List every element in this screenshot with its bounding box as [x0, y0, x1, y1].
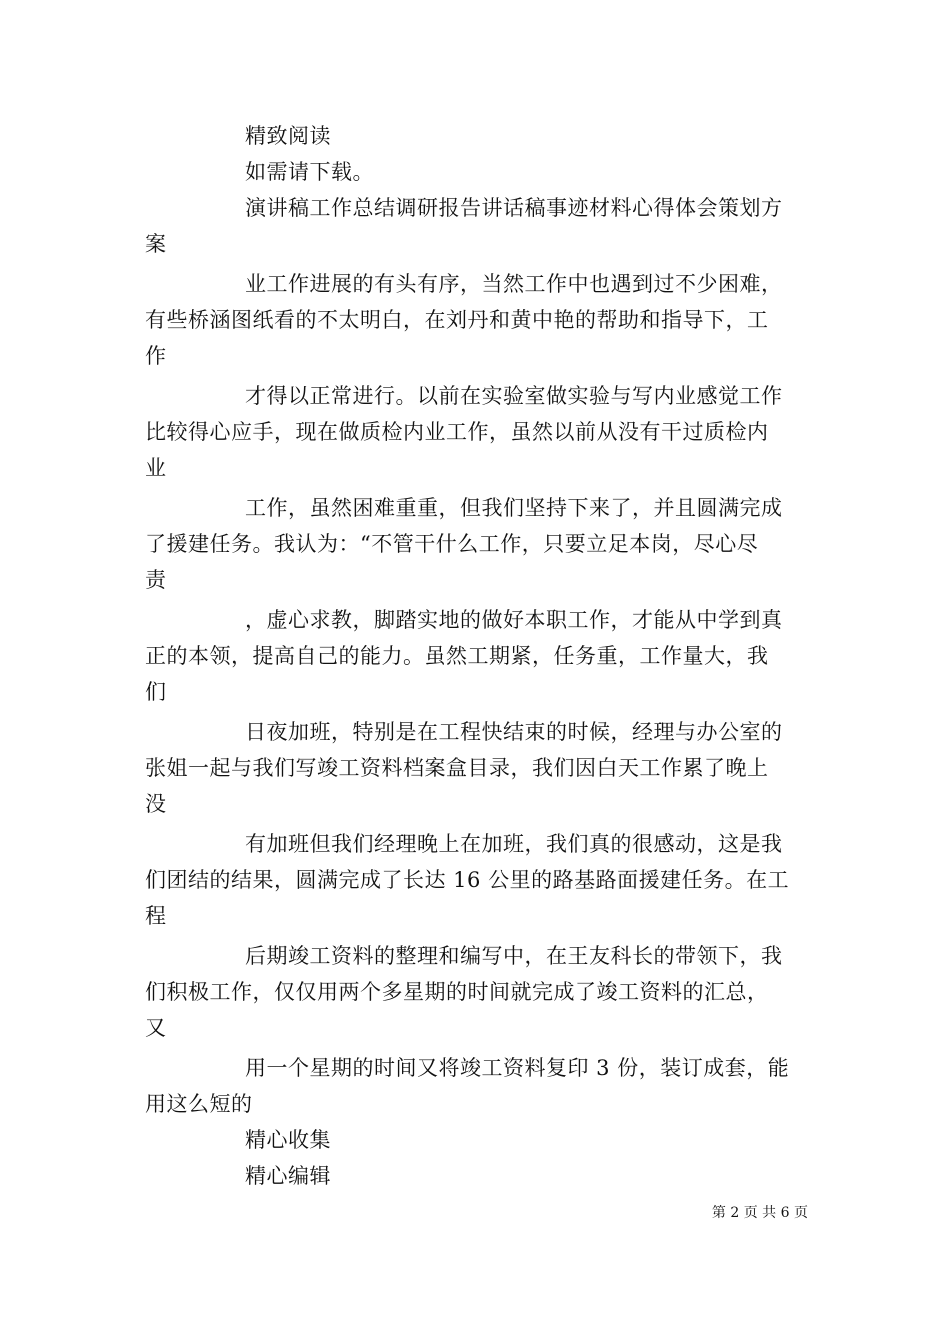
paragraph-2	[145, 378, 810, 486]
paragraph-5	[145, 714, 810, 822]
paragraph-line: 业工作进展的有头有序，当然工作中也遇到过不少困难，	[245, 272, 783, 296]
categories-line-1: 演讲稿工作总结调研报告讲话稿事迹材料心得体会策划方	[245, 196, 783, 220]
paragraph-6	[145, 826, 810, 934]
document-body	[145, 118, 810, 1194]
paragraph-line: 们积极工作，仅仅用两个多星期的时间就完成了竣工资料的汇总，	[145, 980, 769, 1004]
paragraph-line: 才得以正常进行。以前在实验室做实验与写内业感觉工作	[245, 384, 783, 408]
paragraph-line: 后期竣工资料的整理和编写中，在王友科长的带领下，我	[245, 944, 783, 968]
paragraph-line: 工作，虽然困难重重，但我们坚持下来了，并且圆满完成	[245, 496, 783, 520]
paragraph-line: 日夜加班，特别是在工程快结束的时候，经理与办公室的	[245, 720, 783, 744]
paragraph-line: 有些桥涵图纸看的不太明白，在刘丹和黄中艳的帮助和指导下，工	[145, 308, 769, 332]
paragraph-line: 们	[145, 680, 167, 704]
paragraph-line: 责	[145, 568, 167, 592]
paragraph-line: 没	[145, 792, 167, 816]
categories-line-2: 案	[145, 232, 167, 256]
page-number: 第 2 页 共 6 页	[711, 1205, 808, 1221]
closing-line-2: 精心编辑	[245, 1164, 331, 1188]
paragraph-line: 又	[145, 1016, 167, 1040]
closing-line-1: 精心收集	[245, 1128, 331, 1152]
paragraph-line: 有加班但我们经理晚上在加班，我们真的很感动，这是我	[245, 832, 783, 856]
paragraph-line: 正的本领，提高自己的能力。虽然工期紧，任务重，工作量大，我	[145, 644, 769, 668]
paragraph-line: 用这么短的	[145, 1092, 253, 1116]
paragraph-line: 比较得心应手，现在做质检内业工作，虽然以前从没有干过质检内	[145, 420, 769, 444]
paragraph-line: 了援建任务。我认为：“不管干什么工作，只要立足本岗，尽心尽	[145, 532, 759, 556]
paragraph-line: 用一个星期的时间又将竣工资料复印 3 份，装订成套，能	[245, 1056, 790, 1080]
paragraph-8	[145, 1050, 810, 1122]
paragraph-line: ，虚心求教，脚踏实地的做好本职工作，才能从中学到真	[245, 608, 783, 632]
paragraph-1	[145, 266, 810, 374]
paragraph-line: 张姐一起与我们写竣工资料档案盒目录，我们因白天工作累了晚上	[145, 756, 769, 780]
paragraph-line: 作	[145, 344, 167, 368]
header-line-1: 精致阅读	[245, 124, 331, 148]
paragraph-7	[145, 938, 810, 1046]
paragraph-4	[145, 602, 810, 710]
paragraph-3	[145, 490, 810, 598]
paragraph-line: 们团结的结果，圆满完成了长达 16 公里的路基路面援建任务。在工	[145, 868, 790, 892]
header-line-2: 如需请下载。	[245, 160, 374, 184]
paragraph-line: 业	[145, 456, 167, 480]
paragraph-line: 程	[145, 904, 167, 928]
